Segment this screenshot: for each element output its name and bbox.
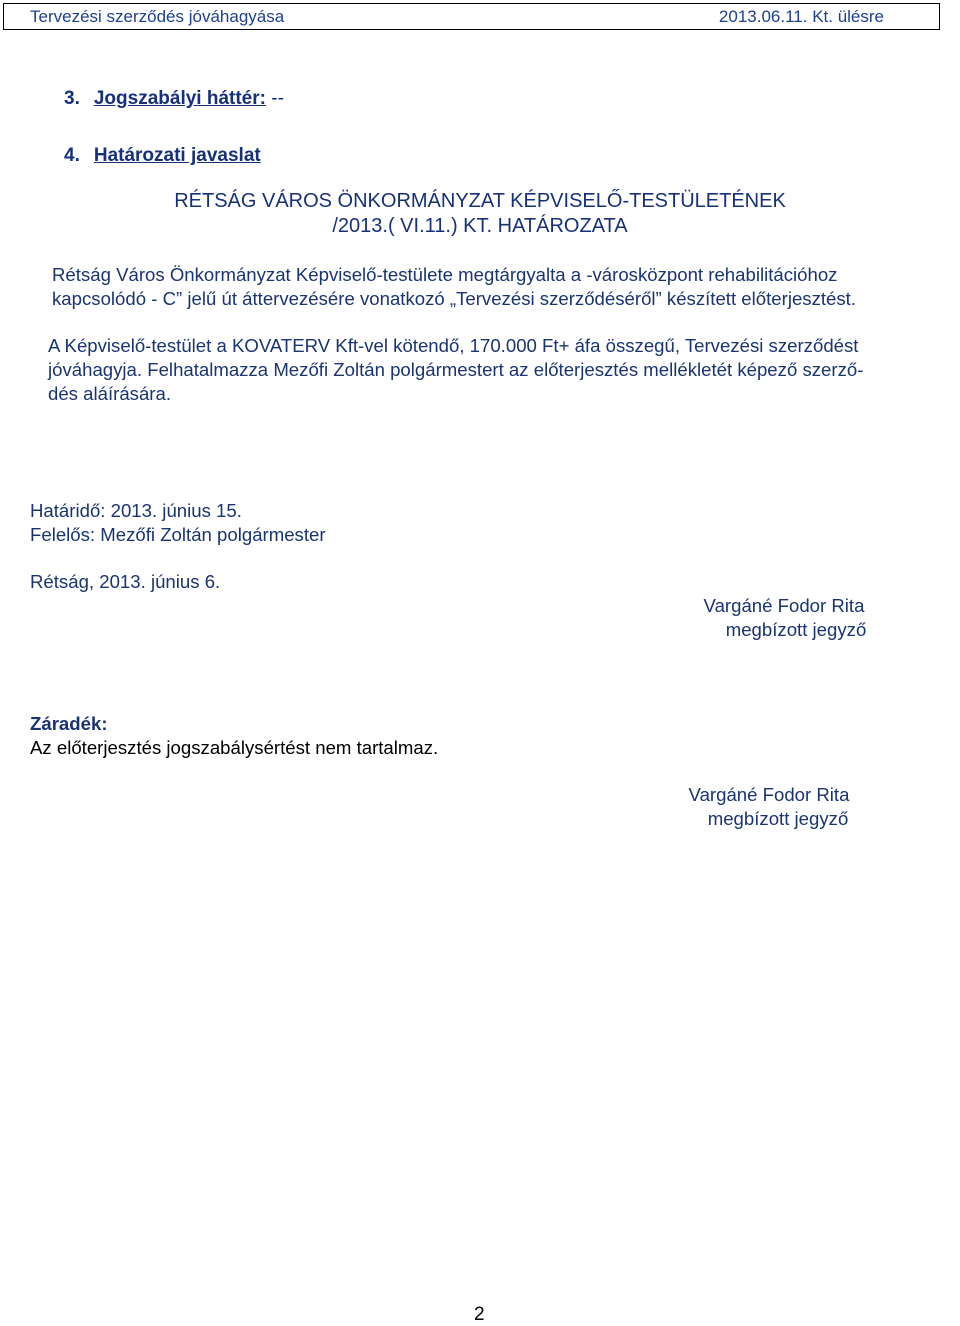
signature1-role: megbízott jegyző (725, 619, 867, 640)
clause-text: Az előterjesztés jogszabálysértést nem tartalmaz. (30, 737, 439, 758)
page-number: 2 (474, 1304, 485, 1325)
resolution-paragraph1-line2: kapcsolódó - C” jelű út áttervezésére vonatkozó „Tervezési szerződéséről” készített előterjesztést. (52, 288, 857, 309)
header-date: 2013.06.11. Kt. ülésre (718, 7, 884, 26)
signature2-role: megbízott jegyző (707, 808, 849, 829)
resolution-title-line2: /2013.( VI.11.) KT. HATÁROZATA (332, 215, 628, 237)
resolution-title-line1: RÉTSÁG VÁROS ÖNKORMÁNYZAT KÉPVISELŐ-TESTÜLETÉNEK (174, 190, 786, 212)
responsible: Felelős: Mezőfi Zoltán polgármester (30, 524, 326, 545)
resolution-paragraph1-line1: Rétság Város Önkormányzat Képviselő-testülete megtárgyalta a -városközpont rehabilitációhoz (52, 264, 838, 285)
resolution-paragraph2-line2: jóváhagyja. Felhatalmazza Mezőfi Zoltán polgármestert az előterjesztés mellékletét képező szerző- (48, 359, 864, 380)
section-title-link[interactable]: Határozati javaslat (93, 145, 261, 166)
section-number: 4. (64, 145, 80, 166)
signature1-name: Vargáné Fodor Rita (703, 595, 865, 616)
section-3-heading (64, 88, 284, 110)
clause-heading: Záradék: (30, 713, 108, 734)
resolution-paragraph2-line3: dés aláírására. (48, 383, 171, 404)
page-header (3, 3, 940, 30)
resolution-paragraph2-line1: A Képviselő-testület a KOVATERV Kft-vel kötendő, 170.000 Ft+ áfa összegű, Tervezési szerződést (48, 335, 859, 356)
section-title-link[interactable]: Jogszabályi háttér: (93, 88, 266, 109)
section-suffix: -- (265, 88, 284, 109)
section-4-heading (64, 145, 261, 167)
deadline: Határidő: 2013. június 15. (30, 500, 242, 521)
place-date: Rétság, 2013. június 6. (30, 571, 221, 592)
section-number: 3. (64, 88, 80, 109)
signature2-name: Vargáné Fodor Rita (688, 784, 850, 805)
header-title: Tervezési szerződés jóváhagyása (30, 7, 285, 26)
